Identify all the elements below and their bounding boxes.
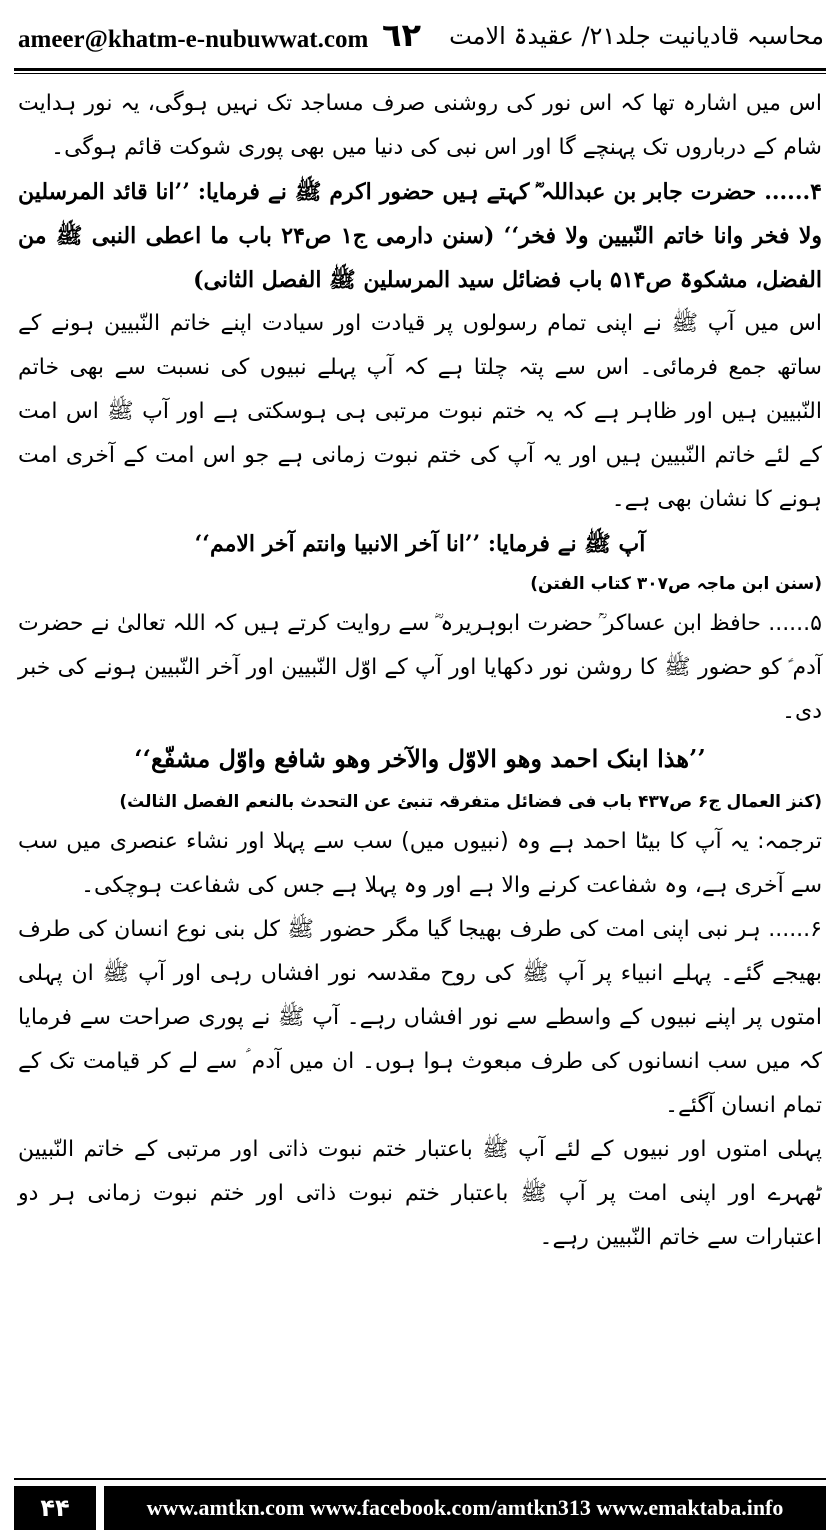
header-page-number: ٦٢ [382, 16, 422, 54]
paragraph-2-hadith: ۴...... حضرت جابر بن عبداللہ ؓ کہتے ہیں حضور اکرم ﷺ نے فرمایا: ’’انا قائد المرسلین ولا فخر وانا خاتم النّبیین ولا فخر‘‘ (سنن دارمی ج۱ ص۲۴ باب ما اعطی النبی ﷺ من الفضل، مشکوۃ ص۵۱۴ باب فضائل سید المرسلین ﷺ الفصل الثانی) [18, 179, 823, 293]
paragraph-1: اس میں اشارہ تھا کہ اس نور کی روشنی صرف مساجد تک نہیں ہوگی، یہ نور ہدایت شام کے درباروں تک پہنچے گا اور اس نبی کی دنیا میں بھی پوری شوکت قائم ہوگی۔ [18, 91, 822, 160]
paragraph-8: پہلی امتوں اور نبیوں کے لئے آپ ﷺ باعتبار ختم نبوت ذاتی اور مرتبی کے خاتم النّبیین ٹھہرے اور اپنی امت پر آپ ﷺ باعتبار ختم نبوت ذاتی اور ختم نبوت زمانی ہر دو اعتبارات سے خاتم النّبیین رہے۔ [18, 1137, 822, 1250]
paragraph-5-reference: (کنز العمال ج۶ ص۴۳۷ باب فی فضائل متفرقہ تنبئ عن التحدث بالنعم الفصل الثالث) [119, 792, 822, 812]
paragraph-5: ۵...... حافظ ابن عساکر ؒ حضرت ابوہریرہ ؓ سے روایت کرتے ہیں کہ اللہ تعالیٰ نے حضرت آدم ؑ کو حضور ﷺ کا روشن نور دکھایا اور آپ کے اوّل النّبیین اور آخر النّبیین ہونے کی خبر دی۔ [18, 611, 822, 724]
header-rule [14, 68, 826, 71]
paragraph-4-hadith: آپ ﷺ نے فرمایا: ’’انا آخر الانبیا وانتم آخر الامم‘‘ [194, 531, 646, 557]
paragraph-5-quote: ’’ھذا ابنک احمد وھو الاوّل والآخر وھو شافع واوّل مشفّع‘‘ [134, 744, 706, 773]
paragraph-3: اس میں آپ ﷺ نے اپنی تمام رسولوں پر قیادت اور سیادت اپنے خاتم النّبیین ہونے کے ساتھ جمع فرمائی۔ اس سے پتہ چلتا ہے کہ آپ پہلے نبیوں کی نسبت سے بھی خاتم النّبیین ہیں اور ظاہر ہے کہ یہ ختم نبوت مرتبی ہی ہوسکتی ہے اور آپ ﷺ اس امت کے لئے خاتم النّبیین ہیں اور یہ آپ کی ختم نبوت زمانی ہے جو اس امت کے آخری امت ہونے کا نشان بھی ہے۔ [18, 311, 822, 512]
header-rule-thin [14, 73, 826, 74]
paragraph-6-translation: ترجمہ: یہ آپ کا بیٹا احمد ہے وہ (نبیوں میں) سب سے پہلا اور نشاء عنصری میں سب سے آخری ہے، وہ شفاعت کرنے والا ہے اور وہ پہلا ہے جس کی شفاعت ہوچکی۔ [18, 829, 822, 898]
footer-page-number: ۴۴ [14, 1486, 96, 1530]
page-header [10, 14, 830, 64]
paragraph-7: ۶...... ہر نبی اپنی امت کی طرف بھیجا گیا مگر حضور ﷺ کل بنی نوع انسان کی طرف بھیجے گئے۔ پہلے انبیاء پر آپ ﷺ کی روح مقدسہ نور افشاں رہی اور آپ ﷺ ان پہلی امتوں پر اپنے نبیوں کے واسطے سے نور افشاں رہے۔ آپ ﷺ نے پوری صراحت سے فرمایا کہ میں سب انسانوں کی طرف مبعوث ہوا ہوں۔ ان میں آدم ؑ سے لے کر قیامت تک کے تمام انسان آگئے۔ [18, 917, 822, 1118]
footer-rule [14, 1478, 826, 1480]
header-title: محاسبہ قادیانیت جلد۲۱/ عقیدۃ الامت [449, 22, 824, 50]
header-email[interactable]: ameer@khatm-e-nubuwwat.com [18, 26, 369, 53]
page-body [18, 82, 822, 1472]
footer-links[interactable]: www.amtkn.com www.facebook.com/amtkn313 www.emaktaba.info [104, 1486, 826, 1530]
paragraph-4-reference: (سنن ابن ماجہ ص۳۰۷ کتاب الفتن) [530, 574, 822, 594]
